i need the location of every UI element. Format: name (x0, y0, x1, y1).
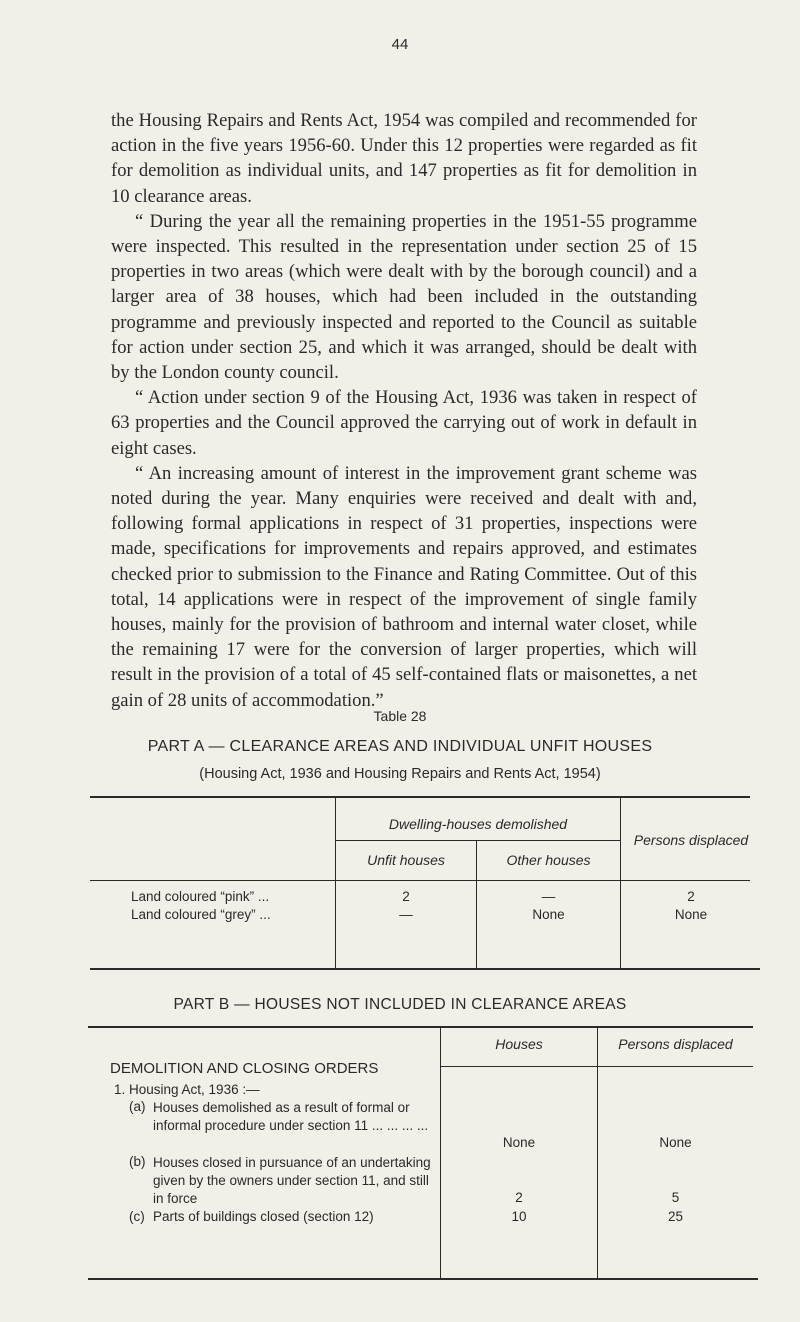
part-a-subtitle: (Housing Act, 1936 and Housing Repairs and Rents Act, 1954) (199, 766, 601, 782)
cell-unfit: 2 (402, 889, 410, 904)
header-bottom-rule (90, 880, 750, 881)
group-header: Dwelling-houses demolished (388, 816, 568, 832)
paragraph: “ Action under section 9 of the Housing Act, 1936 was taken in respect of 63 properties and the Council approved the carrying out of work in default in eight cases. (111, 387, 697, 459)
paragraph: the Housing Repairs and Rents Act, 1954 was compiled and recommended for action in the five years 1956-60. Under this 12 properties were regarded as fit for demolition as individual units, and 147 properties as fit for demolition in 10 clearance areas. (111, 110, 697, 207)
cell-houses: 2 (515, 1190, 523, 1205)
column-header-unfit: Unfit houses (367, 852, 445, 868)
header-rule (441, 1066, 753, 1067)
item-marker: (a) (129, 1099, 146, 1114)
item-marker: (c) (129, 1209, 145, 1224)
cell-other: None (532, 907, 565, 922)
page-number: 44 (391, 36, 409, 53)
part-b-title: PART B — HOUSES NOT INCLUDED IN CLEARANCE AREAS (173, 996, 627, 1013)
cell-persons: 5 (671, 1190, 680, 1205)
table-bottom-rule (90, 968, 760, 970)
column-header-houses: Houses (495, 1036, 543, 1052)
row-label: Land coloured “pink” ... (131, 889, 270, 904)
paragraph: “ An increasing amount of interest in the improvement grant scheme was noted during the year. Many enquiries were received and dealt with and, following formal applications in respect of 31 properties, inspections were made, specifications for improvements and repairs approved, and estimates checked prior to submission to the Finance and Rating Committee. Out of this total, 14 applications were in respect of the improvement of single family houses, mainly for the provision of bathroom and internal water closet, while the remaining 17 were for the conversion of larger properties, which will result in the provision of a total of 45 self-contained flats or maisonettes, a net gain of 28 units of accommodation.” (111, 462, 697, 711)
table-top-rule (88, 1026, 753, 1028)
table-top-rule (90, 796, 750, 798)
item-text: Parts of buildings closed (section 12) (153, 1209, 374, 1224)
body-text (111, 108, 697, 713)
section-heading: DEMOLITION AND CLOSING ORDERS (110, 1060, 379, 1077)
item-marker: (b) (129, 1154, 146, 1169)
column-header-persons: Persons displaced (633, 832, 749, 848)
cell-houses: 10 (511, 1209, 527, 1224)
paragraph: “ During the year all the remaining properties in the 1951-55 programme were inspected. This resulted in the representation under section 25 of 15 properties in two areas (which were dealt with by the borough council) and a larger area of 38 houses, which had been included in the outstanding programme and previously inspected and reported to the Council as suitable for action under section 25, and which it was arranged, should be dealt with by the London county council. (111, 210, 697, 384)
column-divider (620, 798, 621, 968)
row-label: Land coloured “grey” ... (131, 907, 271, 922)
cell-persons: 25 (667, 1209, 684, 1224)
cell-persons: 2 (687, 889, 695, 904)
column-header-persons: Persons displaced (618, 1036, 733, 1052)
part-a-title: PART A — CLEARANCE AREAS AND INDIVIDUAL UNFIT HOUSES (147, 738, 653, 755)
header-rule (336, 840, 620, 841)
column-header-other: Other houses (506, 852, 591, 868)
cell-persons: None (674, 907, 708, 922)
table-label: Table 28 (373, 708, 427, 724)
act-heading: 1. Housing Act, 1936 :— (114, 1082, 260, 1097)
cell-unfit: — (399, 907, 413, 922)
cell-houses: None (502, 1135, 536, 1150)
item-text: Houses closed in pursuance of an undertaking given by the owners under section 11, and still in force (153, 1155, 431, 1206)
table-bottom-rule (88, 1278, 758, 1280)
item-text: Houses demolished as a result of formal or informal procedure under section 11 ... ... ... ... (153, 1100, 429, 1133)
cell-other: — (541, 889, 556, 904)
cell-persons: None (659, 1135, 692, 1150)
